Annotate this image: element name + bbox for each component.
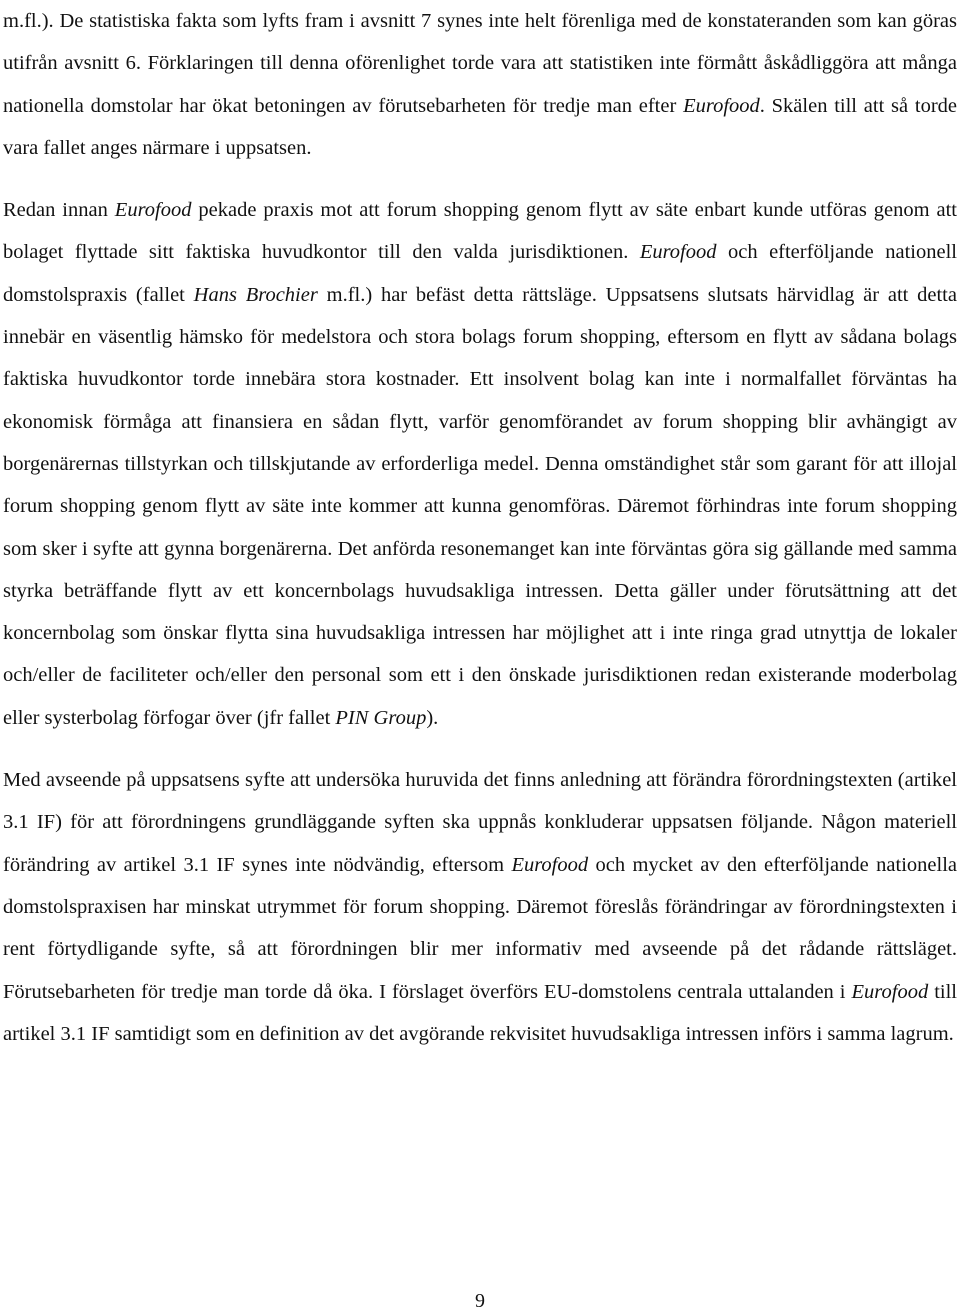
text-run: och mycket av den efterföljande nationella domstolspraxisen har minskat utrymmet för forum shopping. Däremot föreslås förändringar av förordningstexten i rent förtydligande syfte, så att förordningen blir mer informativ med avseende på det rådande rättsläget. Förutsebarheten för tredje man torde då öka. I förslaget överförs EU-domstolens centrala uttalanden i bbox=[3, 853, 957, 1003]
paragraph-2 bbox=[3, 189, 957, 739]
text-run: . Skälen till att så torde vara fallet anges närmare i uppsatsen. bbox=[3, 94, 957, 159]
italic-reference: Eurofood bbox=[683, 94, 760, 117]
italic-reference: Eurofood bbox=[511, 853, 589, 876]
text-run: och efterföljande nationell domstolspraxis (fallet bbox=[3, 241, 957, 306]
italic-reference: Eurofood bbox=[114, 199, 192, 222]
italic-reference: Hans Brochier bbox=[193, 283, 318, 306]
text-run: till artikel 3.1 IF samtidigt som en definition av det avgörande rekvisitet huvudsakliga intressen införs i samma lagrum. bbox=[3, 980, 957, 1045]
text-run: Redan innan bbox=[3, 199, 115, 222]
text-run: m.fl.). De statistiska fakta som lyfts fram i avsnitt 7 synes inte helt förenliga med de konstateranden som kan göras utifrån avsnitt 6. Förklaringen till denna oförenlighet torde vara att statistiken inte förmått åskådliggöra att många nationella domstolar har ökat betoningen av förutsebarheten för tredje man efter bbox=[3, 10, 957, 117]
italic-reference: PIN Group bbox=[335, 706, 427, 729]
italic-reference: Eurofood bbox=[639, 241, 717, 264]
paragraph-3 bbox=[3, 759, 957, 1055]
document-page bbox=[3, 0, 957, 1055]
text-run: ). bbox=[426, 706, 439, 729]
text-run: pekade praxis mot att forum shopping genom flytt av säte enbart kunde utföras genom att bolaget flyttade sitt faktiska huvudkontor till den valda jurisdiktionen. bbox=[3, 199, 957, 264]
italic-reference: Eurofood bbox=[851, 980, 929, 1003]
text-run: m.fl.) har befäst detta rättsläge. Uppsatsens slutsats härvidlag är att detta innebär en väsentlig hämsko för medelstora och stora bolags forum shopping, eftersom en flytt av sådana bolags faktiska huvudkontor torde innebära stora kostnader. Ett insolvent bolag kan inte i normalfallet förväntas ha ekonomisk förmåga att finansiera en sådan flytt, varför genomförandet av forum shopping blir avhängigt av borgenärernas tillstyrkan och tillskjutande av erforderliga medel. Denna omständighet står som garant för att illojal forum shopping genom flytt av säte inte kommer att kunna genomföras. Däremot förhindras inte forum shopping som sker i syfte att gynna borgenärerna. Det anförda resonemanget kan inte förväntas göra sig gällande med samma styrka beträffande flytt av ett koncernbolags huvudsakliga intressen. Detta gäller under förutsättning att det koncernbolag som önskar flytta sina huvudsakliga intressen har möjlighet att i inte ringa grad utnyttja de lokaler och/eller de faciliteter och/eller den personal som ett i den önskade jurisdiktionen redan existerande moderbolag eller systerbolag förfogar över (jfr fallet bbox=[3, 283, 957, 729]
page-number: 9 bbox=[475, 1290, 485, 1312]
paragraph-1 bbox=[3, 0, 957, 169]
text-run: Med avseende på uppsatsens syfte att undersöka huruvida det finns anledning att förändra förordningstexten (artikel 3.1 IF) för att förordningens grundläggande syften ska uppnås konkluderar uppsatsen följande. Någon materiell förändring av artikel 3.1 IF synes inte nödvändig, eftersom bbox=[3, 769, 957, 876]
